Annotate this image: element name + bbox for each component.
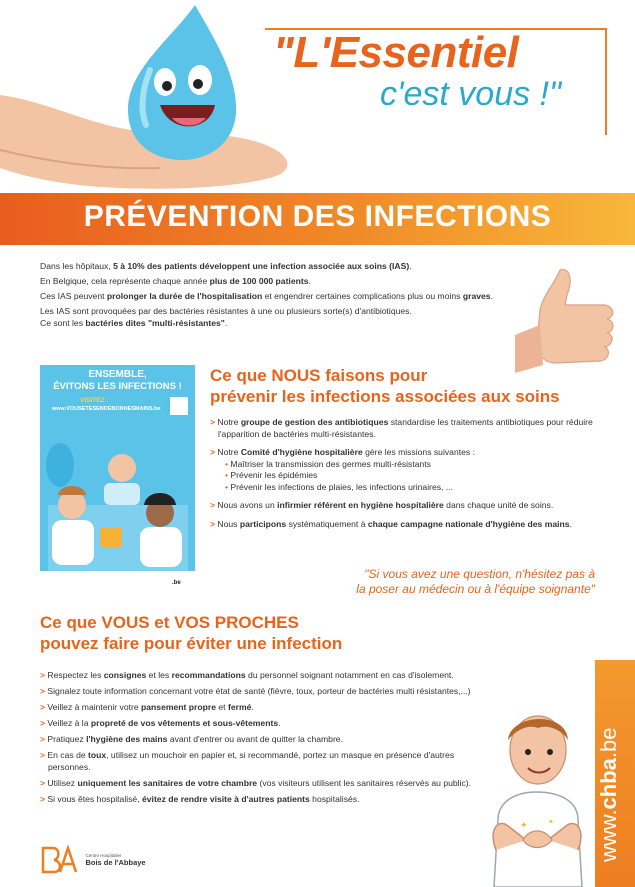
- list-item: > Si vous êtes hospitalisé, évitez de rendre visite à d'autres patients hospitalisés.: [40, 793, 360, 804]
- list-item: > Veillez à la propreté de vos vêtements et sous-vêtements.: [40, 718, 281, 728]
- ba-logo-icon: [40, 845, 78, 875]
- poster-be: .be: [172, 580, 181, 586]
- list-item: > Pratiquez l'hygiène des mains avant d'entrer ou avant de quitter la chambre.: [40, 734, 343, 744]
- slogan-line2: c'est vous !": [380, 75, 562, 113]
- campaign-poster: [40, 365, 195, 597]
- list-item: > Nous avons un infirmier référent en hygiène hospitalière dans chaque unité de soins.: [210, 500, 554, 510]
- poster-url: www.VOUSETESENDEBONNESMAINS.be: [52, 406, 161, 412]
- qr-code-icon: [170, 397, 188, 415]
- svg-text:✦: ✦: [548, 818, 554, 826]
- advice-quote: "Si vous avez une question, n'hésitez pas à la poser au médecin ou à l'équipe soignante": [356, 567, 595, 596]
- hospital-logo: [40, 845, 146, 875]
- section-you-list: [40, 670, 490, 810]
- section-you-title: Ce que VOUS et VOS PROCHES pouvez faire pour éviter une infection: [40, 613, 343, 653]
- list-item: > Respectez les consignes et les recommandations du personnel soignant notamment en cas d'isolement.: [40, 670, 454, 680]
- list-item: > Utilisez uniquement les sanitaires de votre chambre (vos visiteurs utilisent les sanitaires réservés au public).: [40, 777, 472, 788]
- nurse-illustration: [478, 700, 595, 887]
- logo-name: Bois de l'Abbaye: [85, 858, 146, 867]
- section-we-list: [210, 417, 595, 537]
- logo-subtitle: Centre Hospitalier: [85, 853, 122, 858]
- intro-text: Dans les hôpitaux, 5 à 10% des patients développent une infection associée aux soins (IAS). En Belgique, cela représente chaque année plus de 100 000 patients. Ces IAS peuvent prolonger la durée de l'hospitalisation et engendrer certaines complications plus ou moins graves. Les IAS sont provoquées par des bactéries résistantes à une ou plusieurs sorte(s) d'antibiotiques. Ce sont les bactéries dites "multi-résistantes".: [40, 261, 493, 328]
- page-title: PRÉVENTION DES INFECTIONS: [83, 200, 552, 233]
- list-item: > Notre Comité d'hygiène hospitalière gère les missions suivantes : • Maîtriser la transmission des germes multi-résistants • Prévenir les épidémies • Prévenir les infections de plaies, les infections urinaires, ...: [210, 447, 475, 492]
- slogan-line1: "L'Essentiel: [273, 28, 519, 77]
- list-item: > Nous participons systématiquement à chaque campagne nationale d'hygiène des mains.: [210, 518, 572, 529]
- section-we-title: Ce que NOUS faisons pour prévenir les infections associées aux soins: [210, 366, 560, 406]
- water-drop-mascot: [128, 5, 236, 160]
- list-item: > Signalez toute information concernant votre état de santé (fièvre, toux, porteur de bactéries multi résistantes,...): [40, 686, 471, 696]
- poster-line2: ÉVITONS LES INFECTIONS !: [53, 381, 182, 392]
- list-item: > Notre groupe de gestion des antibiotiques standardise les traitements antibiotiques pour réduire l'apparition de bactéries multi-résistantes.: [210, 417, 593, 439]
- website-link[interactable]: www.chba.be: [596, 727, 621, 862]
- poster-visit: VISITEZ :: [80, 397, 109, 404]
- svg-text:✦: ✦: [520, 821, 528, 831]
- list-item: > Veillez à maintenir votre pansement propre et fermé.: [40, 702, 254, 712]
- poster-line1: ENSEMBLE,: [88, 369, 147, 380]
- thumbs-up-image: [515, 265, 635, 375]
- list-item: > En cas de toux, utilisez un mouchoir en papier et, si recommandé, portez un masque en présence d'autres personnes.: [40, 750, 455, 772]
